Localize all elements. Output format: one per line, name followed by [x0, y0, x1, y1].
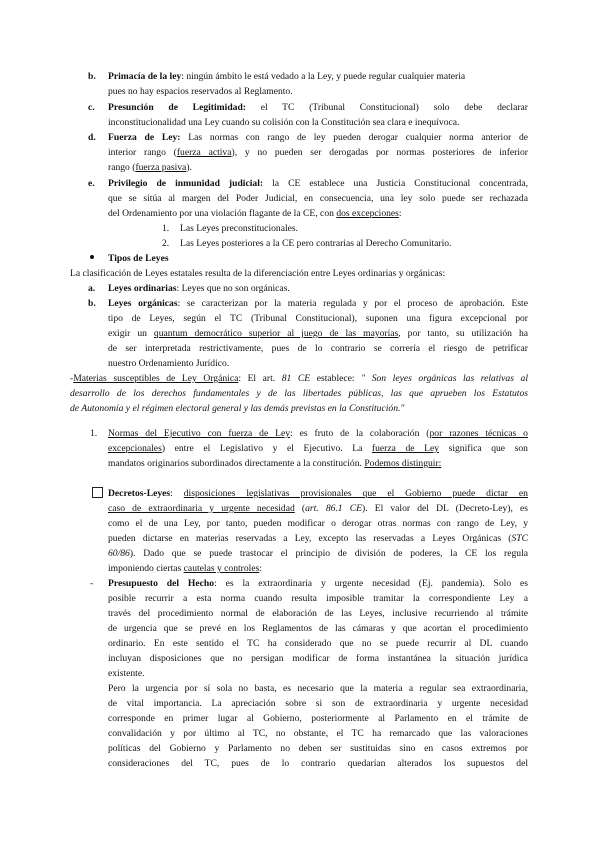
dash-marker: -: [90, 578, 94, 589]
paragraph-line: excepcionales) entre el Legislativo y el Ejecutivo. La fuerza de Ley significa que son: [108, 443, 528, 454]
paragraph-line: Decretos-Leyes: disposiciones legislativas provisionales que el Gobierno puede dictar en: [108, 488, 528, 499]
paragraph-line: convalidación y por último al TC, no obstante, el TC ha remarcado que las valoraciones: [108, 728, 528, 739]
paragraph-line: través del procedimiento normal de elaboración de las Leyes, inclusive recurriendo al trámite: [108, 608, 528, 619]
item-title: Primacía de la ley: [108, 71, 182, 82]
paragraph-line: interior rango (fuerza activa), y no pueden ser derogadas por normas posteriores de inferior: [108, 147, 529, 158]
list-number: 1.: [90, 428, 98, 439]
quote-line: de Autonomía y el régimen electoral general y las demás previstas en la Constitución.": [70, 403, 405, 414]
paragraph-line: políticas del Gobierno y Parlamento no deben ser sustituidas sino en casos extremos por: [108, 743, 528, 754]
bullet-icon: [90, 252, 94, 267]
paragraph-line: nuestro Ordenamiento Jurídico.: [108, 358, 230, 369]
paragraph-line: exigir un quantum democrático superior al juego de las mayorías, por tanto, su utilización ha: [108, 328, 528, 339]
paragraph-line: -Materias susceptibles de Ley Orgánica: El art. 81 CE establece: " Son leyes orgánicas las relativas al: [70, 373, 528, 384]
list-label: c.: [88, 102, 95, 113]
list-label: a.: [88, 283, 96, 294]
paragraph-line: Presupuesto del Hecho: es la extraordinaria y urgente necesidad (Ej. pandemia). Solo es: [108, 578, 528, 589]
list-label: d.: [88, 132, 96, 143]
paragraph-line: La clasificación de Leyes estatales resulta de la diferenciación entre Leyes ordinarias y orgánicas:: [70, 268, 446, 279]
sublist-item: Las Leyes posteriores a la CE pero contrarias al Derecho Comunitario.: [180, 238, 452, 249]
paragraph-line: de urgencia que se prevé en los Reglamentos de las cámaras y que acortan el procedimiento: [108, 623, 528, 634]
section-heading: Tipos de Leyes: [108, 253, 169, 264]
paragraph-line: rango (fuerza pasiva).: [108, 162, 192, 173]
paragraph-line: pues no hay espacios reservados al Reglamento.: [108, 86, 293, 97]
item-title: Leyes ordinarias: [108, 283, 177, 294]
paragraph-line: que se sitúa al margen del Poder Judicial, en consecuencia, una ley solo puede ser rechazada: [108, 193, 528, 204]
paragraph-line: posible recurrir a esta norma cuando resulta imposible tramitar la correspondiente Ley a: [108, 593, 528, 604]
list-label: b.: [88, 71, 96, 82]
paragraph-line: Primacía de la ley: ningún ámbito le está vedado a la Ley, y puede regular cualquier materia: [108, 71, 466, 82]
item-title: Fuerza de Ley:: [108, 132, 181, 143]
quote-line: desarrollo de los derechos fundamentales y de las libertades públicas, las que aprueben los Estatutos: [70, 388, 528, 399]
paragraph-line: existente.: [108, 668, 145, 679]
list-label: b.: [88, 298, 96, 309]
paragraph-line: Normas del Ejecutivo con fuerza de Ley: es fruto de la colaboración (por razones técnicas o: [108, 428, 528, 439]
paragraph-line: Leyes orgánicas: se caracterizan por la materia regulada y por el proceso de aprobación. Este: [108, 298, 528, 309]
item-title: Presupuesto del Hecho: [108, 578, 215, 589]
paragraph-line: 60/86). Dado que se puede trastocar el principio de división de poderes, la CE los regula: [108, 548, 528, 559]
paragraph-line: de ser interpretada restrictivamente, pues de lo contrario se correría el riesgo de petrificar: [108, 343, 528, 354]
checkbox-icon: [92, 487, 107, 503]
paragraph-line: consideraciones del TC, pues de lo contrario quedarían alterados los supuestos del: [108, 758, 528, 769]
paragraph-line: como el de una Ley, por tanto, pueden modificar o derogar otras normas con rango de Ley, y: [108, 518, 528, 529]
paragraph-line: Fuerza de Ley: Las normas con rango de ley pueden derogar cualquier norma anterior de: [108, 132, 529, 143]
item-title: Decretos-Leyes: [108, 488, 171, 499]
sublist-number: 1.: [162, 223, 170, 234]
paragraph-line: Pero la urgencia por sí sola no basta, es necesario que la materia a regular sea extraordinaria,: [108, 683, 528, 694]
item-title: Privilegio de inmunidad judicial:: [108, 178, 264, 189]
paragraph-line: pueden dictarse en materias reservadas a Ley, excepto las reservadas a Leyes Orgánicas (STC: [108, 533, 528, 544]
paragraph-line: incluyan disposiciones que no persigan modificar de forma instantánea la situación jurídica: [108, 653, 528, 664]
sublist-item: Las Leyes preconstitucionales.: [180, 223, 299, 234]
item-title: Leyes orgánicas: [108, 298, 178, 309]
paragraph-line: imponiendo ciertas cautelas y controles:: [108, 563, 262, 574]
list-label: e.: [88, 178, 95, 189]
paragraph-line: ordinario. En este sentido el TC ha considerado que no se puede recurrir al DL cuando: [108, 638, 528, 649]
sublist-number: 2.: [162, 238, 170, 249]
paragraph-line: tipo de Leyes, según el TC (Tribunal Constitucional), suponen una figura excepcional por: [108, 313, 528, 324]
paragraph-line: del Ordenamiento por una violación flagante de la CE, con dos excepciones:: [108, 208, 402, 219]
paragraph-line: de vital importancia. La apreciación sobre si son de extraordinaria y urgente necesidad: [108, 698, 528, 709]
paragraph-line: corresponde en primer lugar al Gobierno, posteriormente al Parlamento en el trámite de: [108, 713, 528, 724]
item-title: Presunción de Legitimidad:: [108, 102, 246, 113]
paragraph-line: caso de extraordinaria y urgente necesidad (art. 86.1 CE). El valor del DL (Decreto-Ley), es: [108, 503, 529, 514]
paragraph-line: inconstitucionalidad una Ley cuando su colisión con la Constitución sea clara e inequívoca.: [108, 117, 460, 128]
paragraph-line: Privilegio de inmunidad judicial: la CE establece una Justicia Constitucional concentrada,: [108, 178, 528, 189]
paragraph-line: Leyes ordinarias: Leyes que no son orgánicas.: [108, 283, 290, 294]
paragraph-line: mandatos originarios subordinados directamente a la constitución. Podemos distinguir:: [108, 458, 442, 469]
paragraph-line: Presunción de Legitimidad: el TC (Tribunal Constitucional) solo debe declarar: [108, 102, 528, 113]
